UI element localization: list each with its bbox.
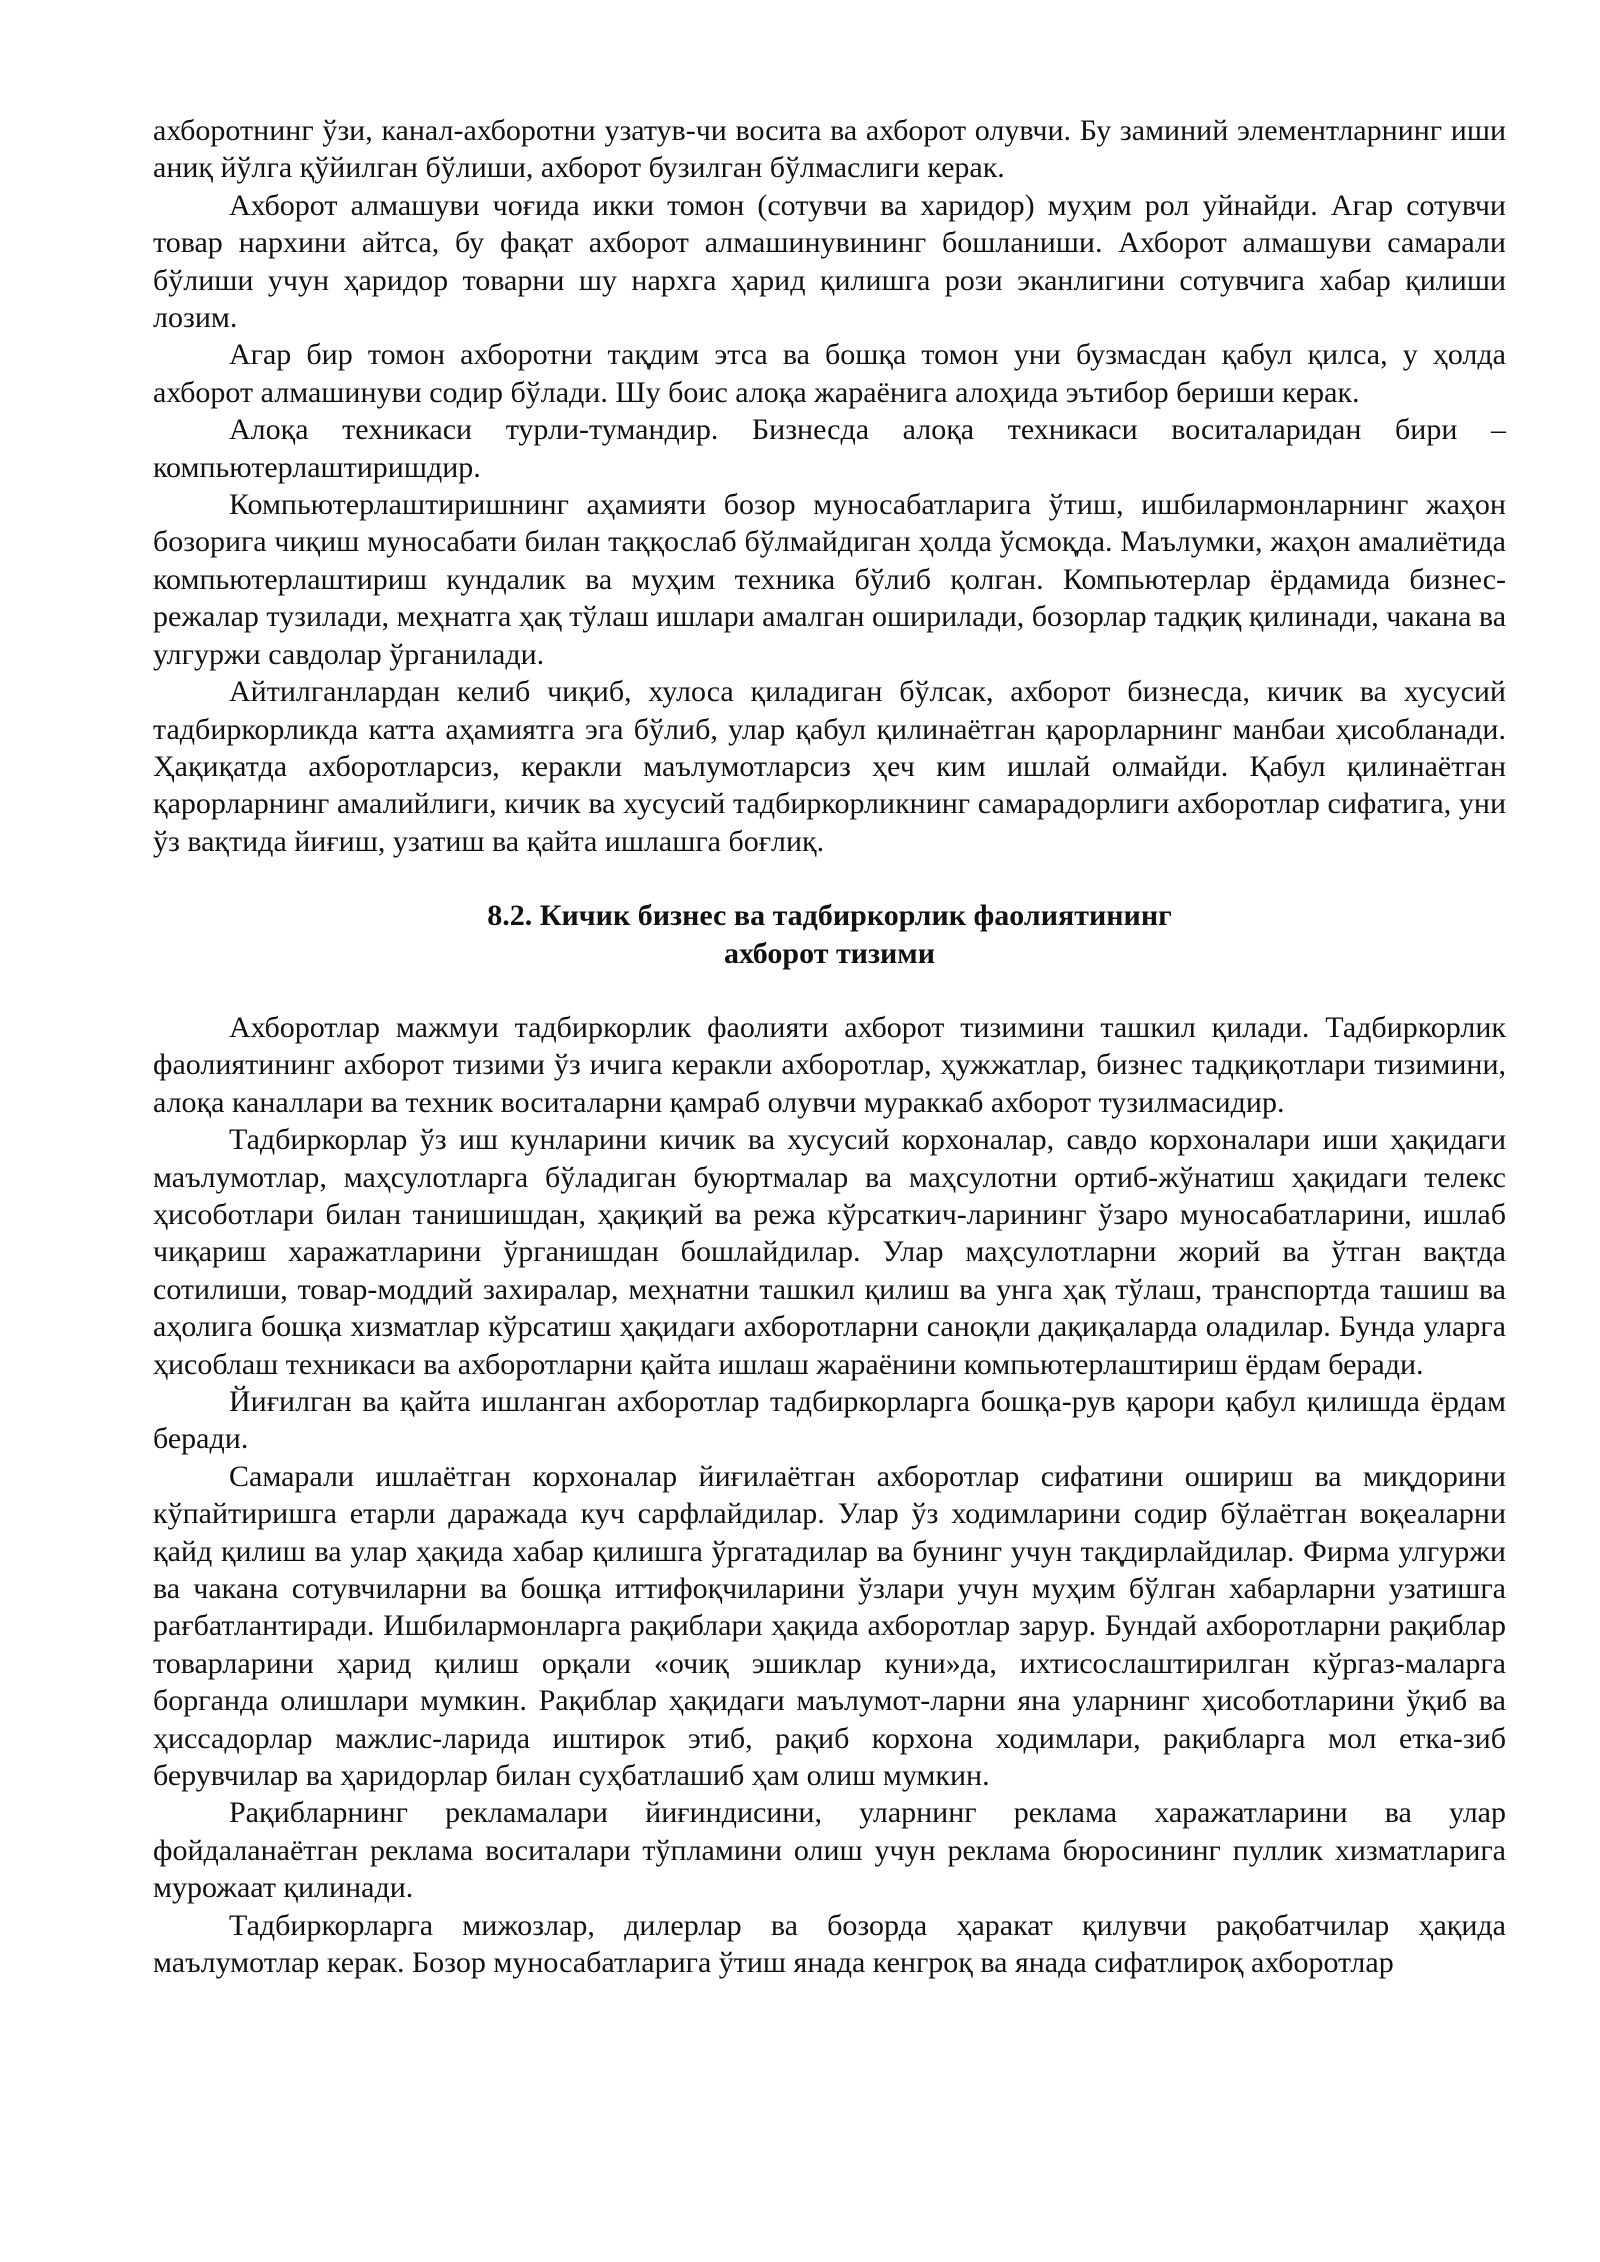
section-heading-line-1: 8.2. Кичик бизнес ва тадбиркорлик фаолиятининг (487, 899, 1172, 933)
paragraph: Компьютерлаштиришнинг аҳамияти бозор муносабатларига ўтиш, ишбилармонларнинг жаҳон бозорига чиқиш муносабати билан таққослаб бўлмайдиган ҳолда ўсмоқда. Маълумки, жаҳон амалиётида компьютерлаштириш кундалик ва муҳим техника бўлиб қолган. Компьютерлар ёрдамида бизнес-режалар тузилади, меҳнатга ҳақ тўлаш ишлари амалган оширилади, бозорлар тадқиқ қилинади, чакана ва улгуржи савдолар ўрганилади. (153, 488, 1507, 671)
paragraph: Самарали ишлаётган корхоналар йиғилаётган ахборотлар сифатини ошириш ва миқдорини кўпайтиришга етарли даражада куч сарфлайдилар. Улар ўз ходимларини содир бўлаётган воқеаларни қайд қилиш ва улар ҳақида хабар қилишга ўргатадилар ва бунинг учун тақдирлайдилар. Фирма улгуржи ва чакана сотувчиларни ва бошқа иттифоқчиларини ўзлари учун муҳим бўлган хабарларни узатишга рағбатлантиради. Ишбилармонларга рақиблари ҳақида ахборотлар зарур. Бундай ахборотларни рақиблар товарларини ҳарид қилиш орқали «очиқ эшиклар куни»да, ихтисослаштирилган кўргаз-маларга борганда олишлари мумкин. Рақиблар ҳақидаги маълумот-ларни яна уларнинг ҳисоботларини ўқиб ва ҳиссадорлар мажлис-ларида иштирок этиб, рақиб корхона ходимлари, рақибларга мол етка-зиб берувчилар ва ҳаридорлар билан суҳбатлашиб ҳам олиш мумкин. (153, 1459, 1506, 1793)
paragraph: ахборотнинг ўзи, канал-ахборотни узатув-чи восита ва ахборот олувчи. Бу заминий элементларнинг иши аниқ йўлга қўйилган бўлиши, ахборот бузилган бўлмаслиги керак. (153, 114, 1506, 185)
section-heading-line-2: ахборот тизими (723, 936, 936, 970)
paragraph: Агар бир томон ахборотни тақдим этса ва бошқа томон уни бузмасдан қабул қилса, у ҳолда ахборот алмашинуви содир бўлади. Шу боис алоқа жараёнига алоҳида эътибор бериши керак. (153, 338, 1506, 409)
paragraph: Айтилганлардан келиб чиқиб, хулоса қиладиган бўлсак, ахборот бизнесда, кичик ва хусусий тадбиркорликда катта аҳамиятга эга бўлиб, улар қабул қилинаётган қарорларнинг манбаи ҳисобланади. Ҳақиқатда ахборотларсиз, керакли маълумотларсиз ҳеч ким ишлай олмайди. Қабул қилинаётган қарорларнинг амалийлиги, кичик ва хусусий тадбиркорликнинг самарадорлиги ахборотлар сифатига, уни ўз вақтида йиғиш, узатиш ва қайта ишлашга боғлиқ. (153, 675, 1506, 858)
paragraph: Алоқа техникаси турли-тумандир. Бизнесда алоқа техникаси воситаларидан бири – компьютерлаштиришдир. (153, 413, 1506, 484)
document-page (153, 112, 1506, 1982)
paragraph: Ахборотлар мажмуи тадбиркорлик фаолияти ахборот тизимини ташкил қилади. Тадбиркорлик фаолиятининг ахборот тизими ўз ичига керакли ахборотлар, ҳужжатлар, бизнес тадқиқотлари тизимини, алоқа каналлари ва техник воситаларни қамраб олувчи мураккаб ахборот тузилмасидир. (153, 1010, 1506, 1119)
paragraph: Тадбиркорлар ўз иш кунларини кичик ва хусусий корхоналар, савдо корхоналари иши ҳақидаги маълумотлар, маҳсулотларга бўладиган буюртмалар ва маҳсулотни ортиб-жўнатиш ҳақидаги телекс ҳисоботлари билан танишишдан, ҳақиқий ва режа кўрсаткич-ларининг ўзаро муносабатларини, ишлаб чиқариш харажатларини ўрганишдан бошлайдилар. Улар маҳсулотларни жорий ва ўтган вақтда сотилиши, товар-моддий захиралар, меҳнатни ташкил қилиш ва унга ҳақ тўлаш, транспортда ташиш ва аҳолига бошқа хизматлар кўрсатиш ҳақидаги ахборотларни саноқли дақиқаларда оладилар. Бунда уларга ҳисоблаш техникаси ва ахборотларни қайта ишлаш жараёнини компьютерлаштириш ёрдам беради. (153, 1123, 1506, 1381)
section-heading (153, 897, 1506, 972)
paragraph: Тадбиркорларга мижозлар, дилерлар ва бозорда ҳаракат қилувчи рақобатчилар ҳақида маълумотлар керак. Бозор муносабатларига ўтиш янада кенгроқ ва янада сифатлироқ ахборотлар (153, 1908, 1506, 1980)
paragraph: Йиғилган ва қайта ишланган ахборотлар тадбиркорларга бошқа-рув қарори қабул қилишда ёрдам беради. (153, 1385, 1506, 1456)
paragraph: Ахборот алмашуви чоғида икки томон (сотувчи ва харидор) муҳим рол уйнайди. Агар сотувчи товар нархини айтса, бу фақат ахборот алмашинувининг бошланиши. Ахборот алмашуви самарали бўлиши учун ҳаридор товарни шу нархга ҳарид қилишга рози эканлигини сотувчига хабар қилиши лозим. (153, 188, 1506, 335)
paragraph: Рақибларнинг рекламалари йиғиндисини, уларнинг реклама харажатларини ва улар фойдаланаётган реклама воситалари тўпламини олиш учун реклама бюросининг пуллик хизматларига мурожаат қилинади. (153, 1796, 1506, 1905)
